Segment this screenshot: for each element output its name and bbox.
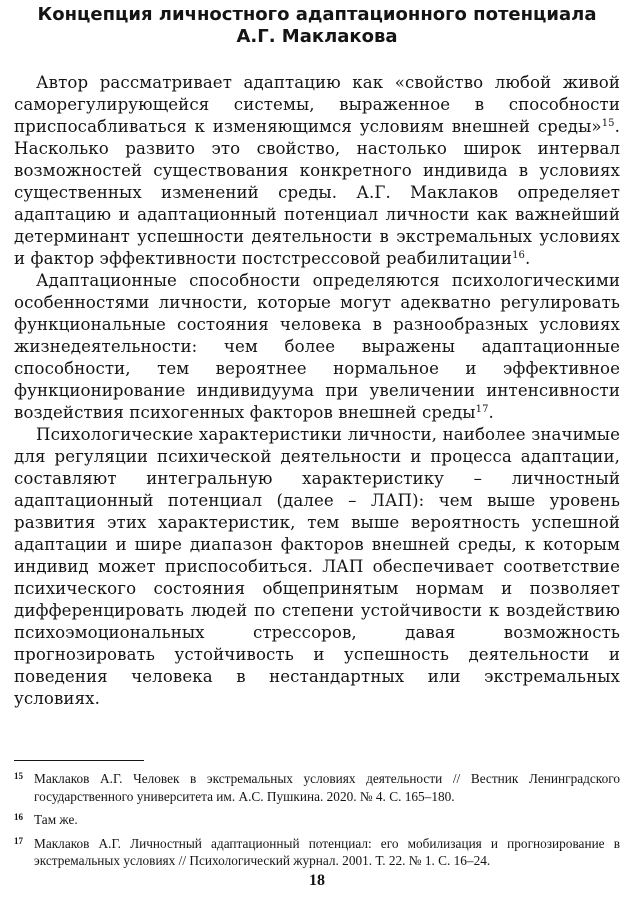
title-line-2: А.Г. Маклакова [236, 26, 398, 47]
footnote-text: Маклаков А.Г. Личностный адаптационный потенциал: его мобилизация и прогнозирование в экстремальных условиях // Психологический журнал. 2001. Т. 22. № 1. С. 16–24. [34, 835, 620, 868]
title-line-1: Концепция личностного адаптационного потенциала [37, 4, 597, 25]
paragraph-3-text: Психологические характеристики личности, наиболее значимые для регуляции психической деятельности и процесса адаптации, составляют интегральную характеристику – личностный адаптационный потенциал (далее – ЛАП): чем выше уровень развития этих характеристик, тем выше вероятность успешной адаптации и шире диапазон факторов внешней среды, к которым индивид может приспособиться. ЛАП обеспечивает соответствие психического состояния общепринятым нормам и позволяет дифференцировать людей по степени устойчивости к воздействию психоэмоциональных стрессоров, давая возможность прогнозировать устойчивость и успешность деятельности и поведения человека в нестандартных или экстремальных условиях. [14, 425, 620, 708]
footnote-text: Там же. [34, 812, 78, 827]
body-text [14, 72, 620, 710]
footnote-separator [14, 760, 144, 761]
paragraph-1-tail: . Насколько развито это свойство, настолько широк интервал возможностей существования конкретного индивида в условиях существенных изменений среды. А.Г. Маклаков определяет адаптацию и адаптационный потенциал личности как важнейший детерминант успешности деятельности в экстремальных условиях и фактор эффективности постстрессовой реабилитации [14, 117, 620, 268]
footnote-ref-15: 15 [601, 118, 615, 129]
footnote-number: 16 [14, 812, 23, 822]
footnote-16 [14, 811, 620, 829]
footnote-number: 15 [14, 771, 23, 781]
footnote-ref-17: 17 [475, 404, 489, 415]
page-title [14, 4, 620, 48]
page-number: 18 [309, 872, 325, 889]
footnote-text: Маклаков А.Г. Человек в экстремальных условиях деятельности // Вестник Ленинградского государственного университета им. А.С. Пушкина. 2020. № 4. С. 165–180. [34, 771, 620, 804]
footnote-number: 17 [14, 835, 23, 846]
footnote-15 [14, 770, 620, 805]
paragraph-2-text: Адаптационные способности определяются психологическими особенностями личности, которые могут адекватно регулировать функциональные состояния человека в разнообразных условиях жизнедеятельности: чем более выражены адаптационные способности, тем вероятнее нормальное и эффективное функционирование индивидуума при увеличении интенсивности воздействия психогенных факторов внешней среды [14, 271, 620, 422]
paragraph-1-text: Автор рассматривает адаптацию как «свойство любой живой саморегулирующейся системы, выраженное в способности приспосабливаться к изменяющимся условиям внешней среды» [14, 73, 620, 136]
paragraph-2 [14, 270, 620, 424]
footnote-ref-16: 16 [512, 250, 526, 261]
book-page [14, 4, 620, 910]
paragraph-1 [14, 72, 620, 270]
paragraph-3 [14, 424, 620, 710]
footnotes [14, 770, 620, 876]
paragraph-2-tail: . [488, 403, 494, 422]
footnote-17 [14, 835, 620, 870]
paragraph-1-tail-2: . [525, 249, 531, 268]
